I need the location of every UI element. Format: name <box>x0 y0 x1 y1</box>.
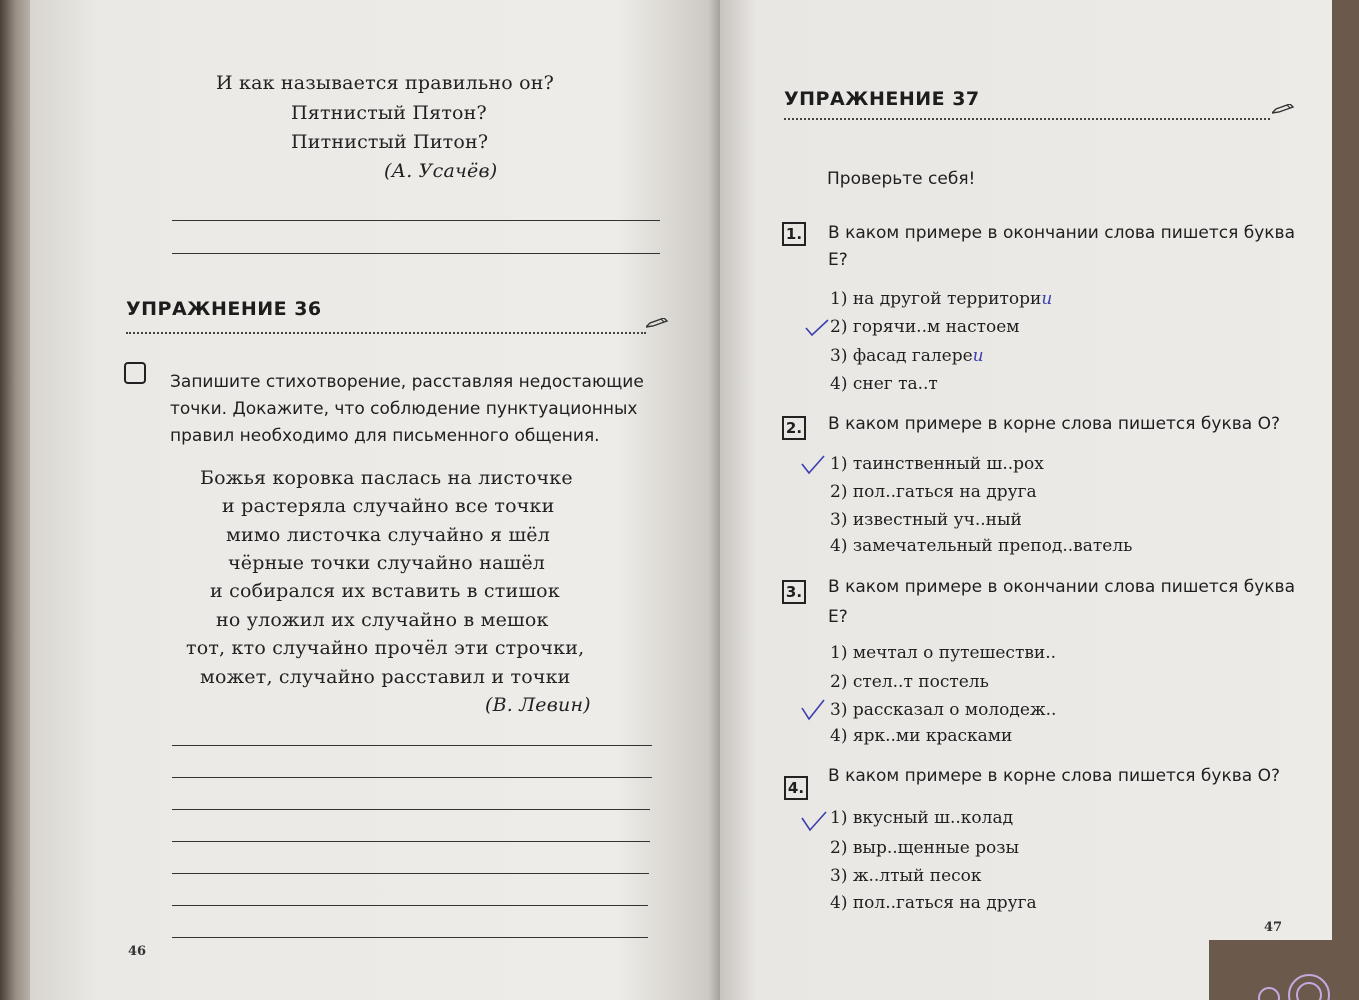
poem-line-2: и растеряла случайно все точки <box>222 495 555 517</box>
answer-line[interactable] <box>172 253 660 254</box>
question-text: В каком примере в корне слова пишется буква О? <box>828 414 1280 434</box>
title-underline <box>784 118 1270 120</box>
poem-author: (В. Левин) <box>485 694 591 716</box>
answer-line[interactable] <box>172 220 660 221</box>
answer-line[interactable] <box>172 809 650 810</box>
question-text: В каком примере в корне слова пишется буква О? <box>828 766 1280 786</box>
answer-option[interactable]: 4) снег та..т <box>830 374 938 394</box>
poem-line-6: но уложил их случайно в мешок <box>216 609 549 631</box>
page-number-left: 46 <box>128 944 147 959</box>
answer-option[interactable]: 4) ярк..ми красками <box>830 726 1013 746</box>
answer-line[interactable] <box>172 841 650 842</box>
exercise-37-subtitle: Проверьте себя! <box>827 169 976 189</box>
poem-line-8: может, случайно расставил и точки <box>200 666 571 688</box>
poem-top-line-3: Питнистый Питон? <box>291 131 489 153</box>
checkmark-icon <box>804 318 830 338</box>
question-text: Е? <box>828 607 848 627</box>
answer-line[interactable] <box>172 745 652 746</box>
answer-option[interactable]: 4) пол..гаться на друга <box>830 893 1037 913</box>
poem-top-line-2: Пятнистый Пятон? <box>291 102 487 124</box>
answer-option[interactable]: 2) выр..щенные розы <box>830 838 1020 858</box>
answer-option[interactable] <box>830 289 1052 309</box>
poem-line-5: и собирался их вставить в стишок <box>210 580 560 602</box>
checkmark-icon <box>800 454 826 476</box>
pencil-icon <box>1272 104 1294 114</box>
answer-option[interactable]: 1) таинственный ш..рох <box>830 454 1044 474</box>
answer-option[interactable] <box>830 346 984 366</box>
poem-top-author: (А. Усачёв) <box>384 160 498 182</box>
answer-option[interactable]: 3) известный уч..ный <box>830 510 1022 530</box>
poem-top-line-1: И как называется правильно он? <box>216 72 555 94</box>
answer-option-text: 1) на другой территори <box>830 289 1042 309</box>
poem-line-7: тот, кто случайно прочёл эти строчки, <box>186 637 585 659</box>
answer-option[interactable]: 2) горячи..м настоем <box>830 317 1020 337</box>
handwritten-letter: и <box>972 346 984 366</box>
question-number: 1. <box>782 222 806 246</box>
question-text: В каком примере в окончании слова пишется буква <box>828 223 1295 243</box>
answer-option[interactable]: 2) пол..гаться на друга <box>830 482 1037 502</box>
answer-option[interactable]: 1) мечтал о путешестви.. <box>830 643 1057 663</box>
answer-line[interactable] <box>172 873 649 874</box>
answer-line[interactable] <box>172 905 648 906</box>
pencil-icon <box>646 318 668 328</box>
exercise-36-task: Запишите стихотворение, расставляя недостающие точки. Докажите, что соблюдение пунктуационных правил необходимо для письменного общения. <box>170 372 644 446</box>
poem-line-1: Божья коровка паслась на листочке <box>200 467 573 489</box>
answer-line[interactable] <box>172 937 648 938</box>
title-underline <box>126 332 646 334</box>
answer-option[interactable]: 2) стел..т постель <box>830 672 989 692</box>
question-text: Е? <box>828 250 848 270</box>
answer-option[interactable]: 1) вкусный ш..колад <box>830 808 1014 828</box>
answer-option-text: 3) фасад галере <box>830 346 973 366</box>
question-text: В каком примере в окончании слова пишется буква <box>828 577 1295 597</box>
question-number: 2. <box>782 416 806 440</box>
tablecloth-pattern <box>1209 940 1359 1000</box>
answer-option[interactable]: 3) рассказал о молодеж.. <box>830 700 1057 720</box>
question-number: 3. <box>782 580 806 604</box>
page-number-right: 47 <box>1264 920 1283 935</box>
answer-line[interactable] <box>172 777 652 778</box>
handwritten-letter: и <box>1041 289 1053 309</box>
exercise-36-title: УПРАЖНЕНИЕ 36 <box>126 298 322 320</box>
answer-option[interactable]: 3) ж..лтый песок <box>830 866 982 886</box>
exercise-37-title: УПРАЖНЕНИЕ 37 <box>784 88 980 110</box>
poem-line-3: мимо листочка случайно я шёл <box>226 524 551 546</box>
answer-option[interactable]: 4) замечательный препод..ватель <box>830 536 1133 556</box>
task-checkbox[interactable] <box>124 362 146 384</box>
question-number: 4. <box>784 776 808 800</box>
checkmark-icon <box>800 698 826 722</box>
poem-line-4: чёрные точки случайно нашёл <box>228 552 546 574</box>
checkmark-icon <box>800 810 828 832</box>
